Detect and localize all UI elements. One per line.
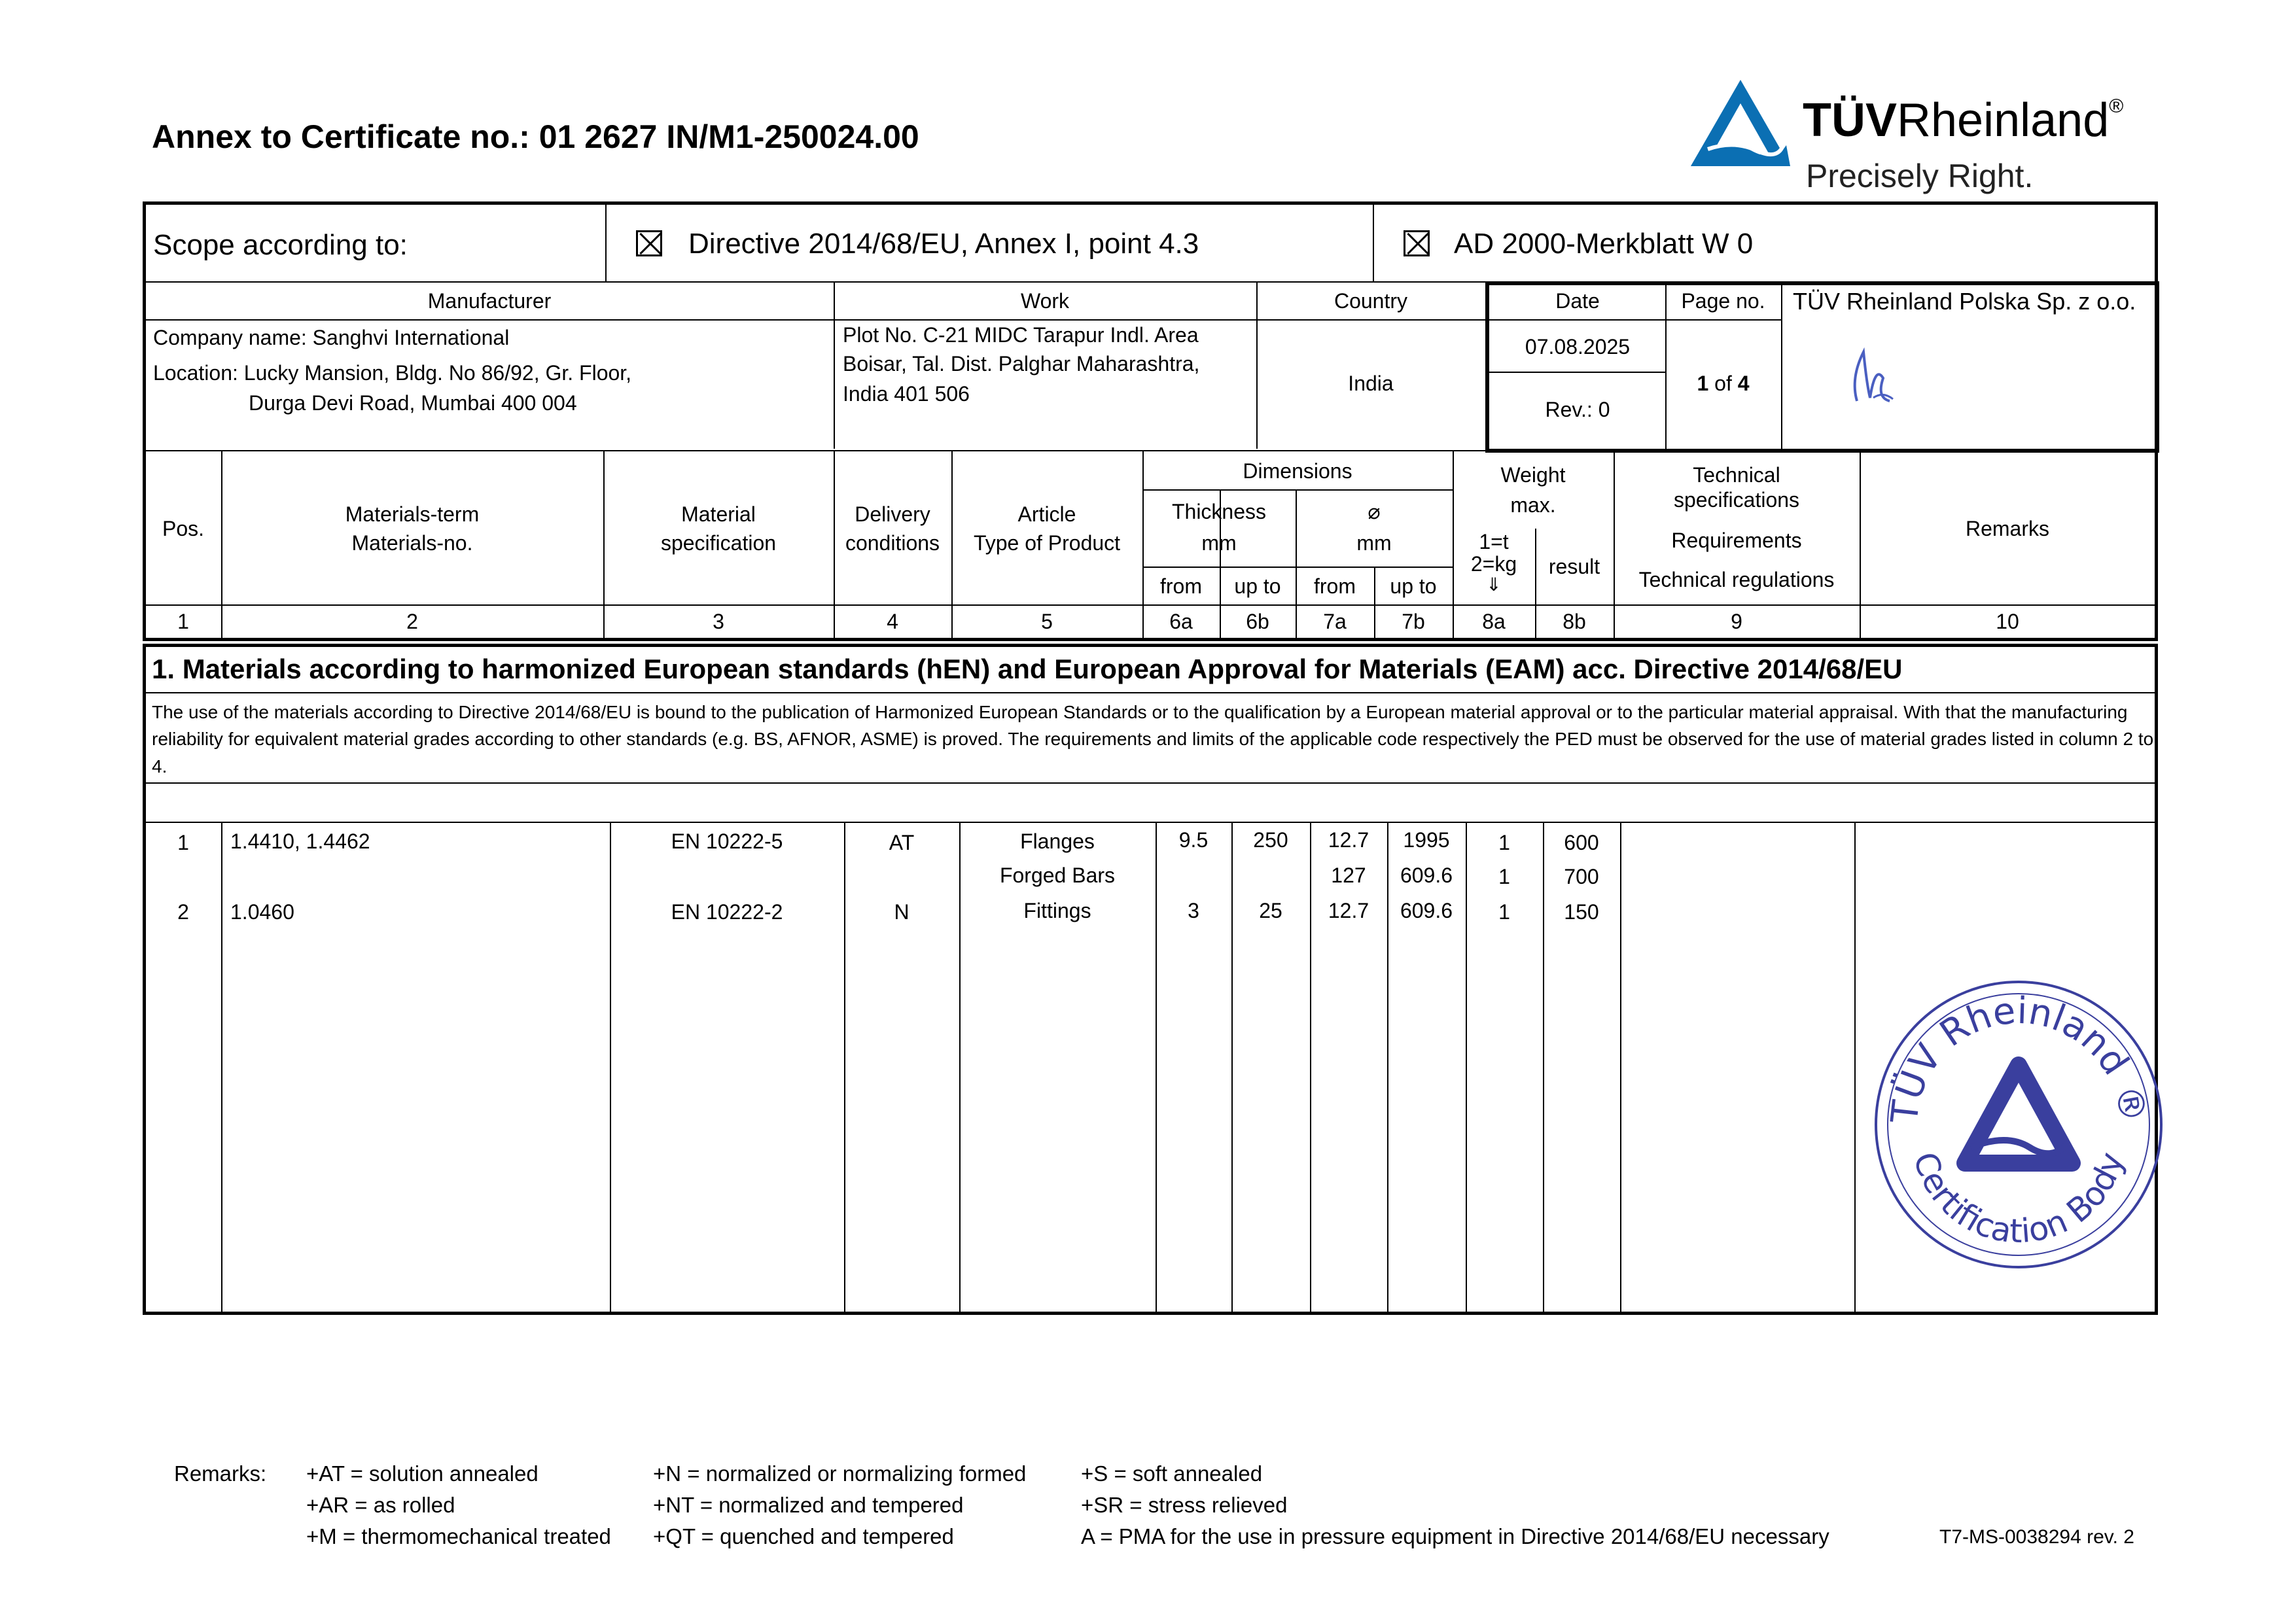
row1-diameter-to: 1995 [1403,828,1450,852]
row2-diameter-to: 609.6 [1400,864,1453,887]
row3-material: 1.0460 [230,900,294,924]
brand-regular: Rheinland [1897,94,2110,147]
col-dimensions: Dimensions [1243,459,1352,483]
col-7b-upto: up to [1390,574,1437,598]
colnum-6a: 6a [1169,610,1193,633]
col-material: Material [681,502,756,526]
colnum-8b: 8b [1563,610,1586,633]
row2-article: Forged Bars [999,864,1116,887]
col-6a-from: from [1160,574,1202,598]
row2-weight-result: 700 [1564,865,1599,888]
form-id: T7-MS-0038294 rev. 2 [1939,1526,2134,1548]
row1-article: Flanges [1020,829,1095,853]
work-header: Work [1020,289,1070,313]
page-number [1665,370,1781,398]
row1-delivery: AT [889,831,915,854]
remark-ar: +AR = as rolled [306,1493,455,1517]
colnum-2: 2 [406,610,418,633]
section-text: The use of the materials according to Directive 2014/68/EU is bound to the publication of Harmonized European Standards or to the qualification by a European material approval or to the particular material appraisal. With that the manufacturing reliability for equivalent material grades according to other standards (e.g. BS, AFNOR, ASME) is proved. The requirements and limits of the applicable code respectively the PED must be observed for the use of material grades listed in column 2 to 4. [152,702,2154,777]
country-value: India [1348,372,1394,395]
col-weight-result: result [1548,555,1600,578]
remark-n: +N = normalized or normalizing formed [653,1461,1027,1486]
date-header: Date [1555,289,1600,313]
document-title: Annex to Certificate no.: 01 2627 IN/M1-250024.00 [152,118,919,155]
col-weight-max: max. [1510,493,1556,517]
arrow-down-icon: ⇓ [1486,574,1502,595]
work-address-1: Plot No. C-21 MIDC Tarapur Indl. Area [843,323,1199,347]
tuv-logo-triangle-icon [1688,77,1793,169]
remark-nt: +NT = normalized and tempered [653,1493,964,1517]
company-name: Company name: Sanghvi International [153,326,510,349]
row3-diameter-from: 12.7 [1328,899,1369,922]
stamp-bottom-text: Certification Body [1905,1147,2131,1251]
colnum-6b: 6b [1246,610,1269,633]
revision-value: Rev.: 0 [1545,398,1610,421]
location-line-1: Location: Lucky Mansion, Bldg. No 86/92, Gr. Floor, [153,361,632,385]
row3-thickness-from: 3 [1188,899,1199,922]
colnum-3: 3 [713,610,724,633]
row3-pos: 2 [177,900,189,924]
scope-checkbox-directive[interactable] [636,230,662,256]
registered-mark: ® [2109,96,2124,117]
col-materials-no: Materials-no. [351,531,473,555]
scope-option-directive: Directive 2014/68/EU, Annex I, point 4.3 [688,228,1199,260]
remark-s: +S = soft annealed [1081,1461,1263,1486]
row1-weight-unit: 1 [1498,831,1510,854]
row2-diameter-from: 127 [1331,864,1366,887]
scope-label: Scope according to: [153,229,408,261]
work-address-2: Boisar, Tal. Dist. Palghar Maharashtra, [843,352,1200,375]
col-remarks: Remarks [1965,517,2049,540]
row3-diameter-to: 609.6 [1400,899,1453,922]
col-specification: specification [660,531,777,555]
page-header: Page no. [1681,289,1765,313]
col-weight: Weight [1500,463,1566,487]
col-article: Article [1017,502,1076,526]
colnum-5: 5 [1041,610,1053,633]
stamp-top-text: TÜV Rheinland ® [1883,989,2155,1126]
row3-weight-result: 150 [1564,900,1599,924]
col-pos: Pos. [162,517,205,540]
row1-weight-result: 600 [1564,831,1599,854]
row1-material: 1.4410, 1.4462 [230,829,370,853]
row2-weight-unit: 1 [1498,865,1510,888]
col-6b-upto: up to [1234,574,1281,598]
row3-delivery: N [894,900,910,924]
colnum-7a: 7a [1323,610,1347,633]
row1-diameter-from: 12.7 [1328,828,1369,852]
location-line-2: Durga Devi Road, Mumbai 400 004 [249,391,577,415]
col-weight-unit-t: 1=t [1479,530,1509,553]
date-value: 07.08.2025 [1525,335,1631,358]
certification-stamp [1873,979,2164,1270]
col-thickness-unit: mm [1201,531,1237,555]
country-header: Country [1333,289,1408,313]
row1-pos: 1 [177,831,189,854]
col-delivery: Delivery [855,502,930,526]
diameter-icon: ⌀ [1368,500,1381,523]
row1-thickness-from: 9.5 [1178,828,1209,852]
remark-pma: A = PMA for the use in pressure equipment in Directive 2014/68/EU necessary [1081,1524,1829,1548]
col-materials-term: Materials-term [345,502,480,526]
colnum-8a: 8a [1482,610,1506,633]
page-of: of [1708,372,1738,395]
col-conditions: conditions [845,531,940,555]
row3-weight-unit: 1 [1498,900,1510,924]
scope-checkbox-ad2000[interactable] [1404,230,1430,256]
remark-m: +M = thermomechanical treated [306,1524,611,1548]
colnum-9: 9 [1731,610,1742,633]
remarks-label: Remarks: [174,1461,267,1486]
remark-qt: +QT = quenched and tempered [653,1524,954,1548]
remark-at: +AT = solution annealed [306,1461,539,1486]
stamp-triangle-icon [1965,1065,2072,1163]
page-current: 1 [1697,372,1709,395]
col-specifications: specifications [1673,488,1800,512]
row3-thickness-to: 25 [1259,899,1282,922]
colnum-10: 10 [1996,610,2019,633]
work-address-3: India 401 506 [843,382,970,406]
col-7a-from: from [1314,574,1356,598]
section-title: 1. Materials according to harmonized European standards (hEN) and European Approval for Materials (EAM) acc. Directive 2014/68/EU [152,654,1903,684]
scope-option-ad2000: AD 2000-Merkblatt W 0 [1454,228,1754,260]
col-type-of-product: Type of Product [973,531,1121,555]
col-technical-regulations: Technical regulations [1638,568,1835,591]
row3-article: Fittings [1023,899,1091,922]
brand-tagline: Precisely Right. [1806,158,2034,194]
brand-bold: TÜV [1803,94,1897,147]
col-diameter-unit: mm [1356,531,1392,555]
manufacturer-header: Manufacturer [427,289,552,313]
page-total: 4 [1737,372,1750,395]
colnum-7b: 7b [1402,610,1425,633]
issuer-name: TÜV Rheinland Polska Sp. z o.o. [1793,288,2136,315]
col-weight-unit-kg: 2=kg [1470,552,1517,576]
row1-spec: EN 10222-5 [671,829,783,853]
col-thickness: Thickness [1171,500,1267,523]
col-technical: Technical [1693,463,1780,487]
row3-spec: EN 10222-2 [671,900,783,924]
brand-name [1803,94,2124,147]
colnum-1: 1 [177,610,189,633]
colnum-4: 4 [887,610,898,633]
signature-icon [1844,339,1896,411]
remark-sr: +SR = stress relieved [1081,1493,1288,1517]
col-requirements: Requirements [1671,529,1802,552]
row1-thickness-to: 250 [1253,828,1288,852]
